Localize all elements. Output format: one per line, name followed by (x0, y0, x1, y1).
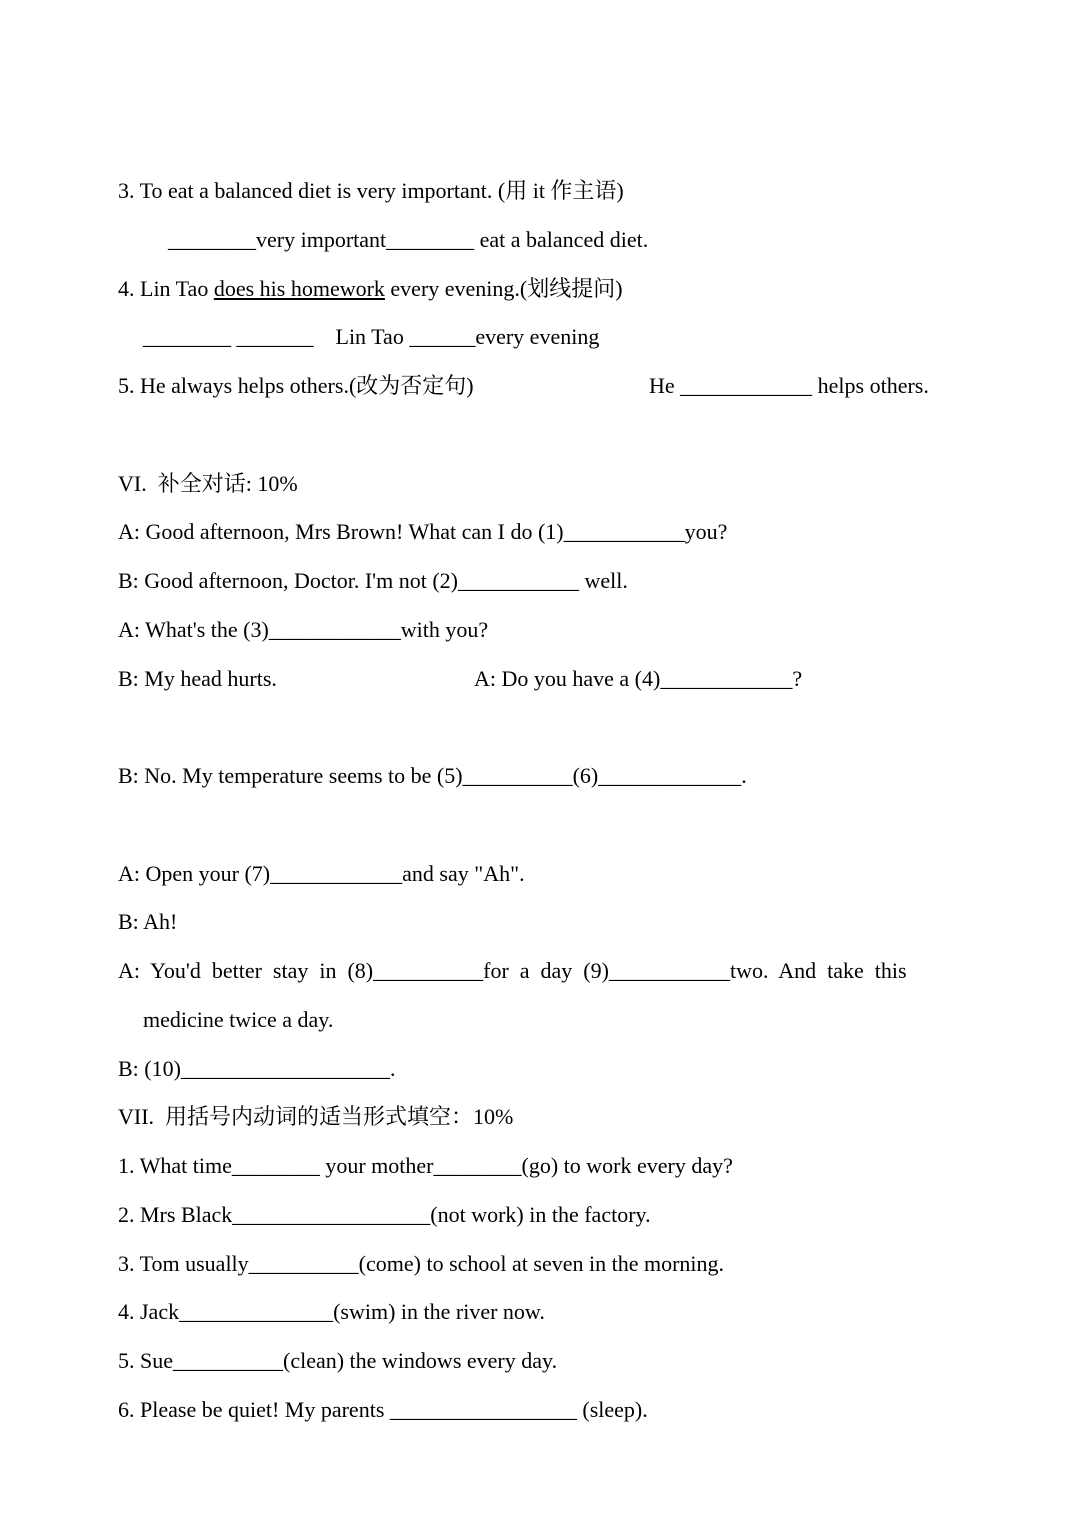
dialogue-line-1: A: Good afternoon, Mrs Brown! What can I do (1)___________you? (118, 519, 728, 544)
verb-item-2: 2. Mrs Black__________________(not work) in the factory. (118, 1202, 651, 1227)
question-4-underlined-phrase: does his homework (213, 276, 385, 301)
dialogue-line-7: B: Ah! (118, 909, 178, 934)
dialogue-line-8-continued: medicine twice a day. (143, 1007, 334, 1032)
question-4-answer: ________ _______ Lin Tao ______every evening (143, 324, 600, 349)
verb-item-6: 6. Please be quiet! My parents _________________ (sleep). (118, 1397, 648, 1422)
section-7-heading: VII. 用括号内动词的适当形式填空：10% (118, 1104, 514, 1129)
verb-item-1: 1. What time________ your mother________(go) to work every day? (118, 1153, 733, 1178)
section-6-heading: VI. 补全对话: 10% (118, 471, 298, 496)
question-5-answer: He ____________ helps others. (649, 373, 929, 398)
dialogue-line-3: A: What's the (3)____________with you? (118, 617, 489, 642)
verb-item-5: 5. Sue__________(clean) the windows every day. (118, 1348, 558, 1373)
question-5-prompt: 5. He always helps others.(改为否定句) (118, 373, 474, 398)
dialogue-line-6: A: Open your (7)____________and say "Ah". (118, 861, 525, 886)
question-4-prompt (118, 278, 623, 300)
question-4-prompt-pre: 4. Lin Tao (118, 276, 214, 301)
dialogue-line-5: B: No. My temperature seems to be (5)__________(6)_____________. (118, 763, 747, 788)
dialogue-line-2: B: Good afternoon, Doctor. I'm not (2)___________ well. (118, 568, 628, 593)
verb-item-4: 4. Jack______________(swim) in the river now. (118, 1299, 545, 1324)
dialogue-line-4a: B: My head hurts. (118, 666, 277, 691)
question-4-prompt-post: every evening.(划线提问) (384, 276, 623, 301)
dialogue-line-8: A: You'd better stay in (8)__________for a day (9)___________two. And take this (118, 958, 907, 983)
question-3-answer: ________very important________ eat a balanced diet. (168, 227, 649, 252)
dialogue-line-9: B: (10)___________________. (118, 1056, 396, 1081)
question-3-prompt: 3. To eat a balanced diet is very important. (用 it 作主语) (118, 178, 624, 203)
verb-item-3: 3. Tom usually__________(come) to school at seven in the morning. (118, 1251, 725, 1276)
dialogue-line-4b: A: Do you have a (4)____________? (474, 666, 803, 691)
